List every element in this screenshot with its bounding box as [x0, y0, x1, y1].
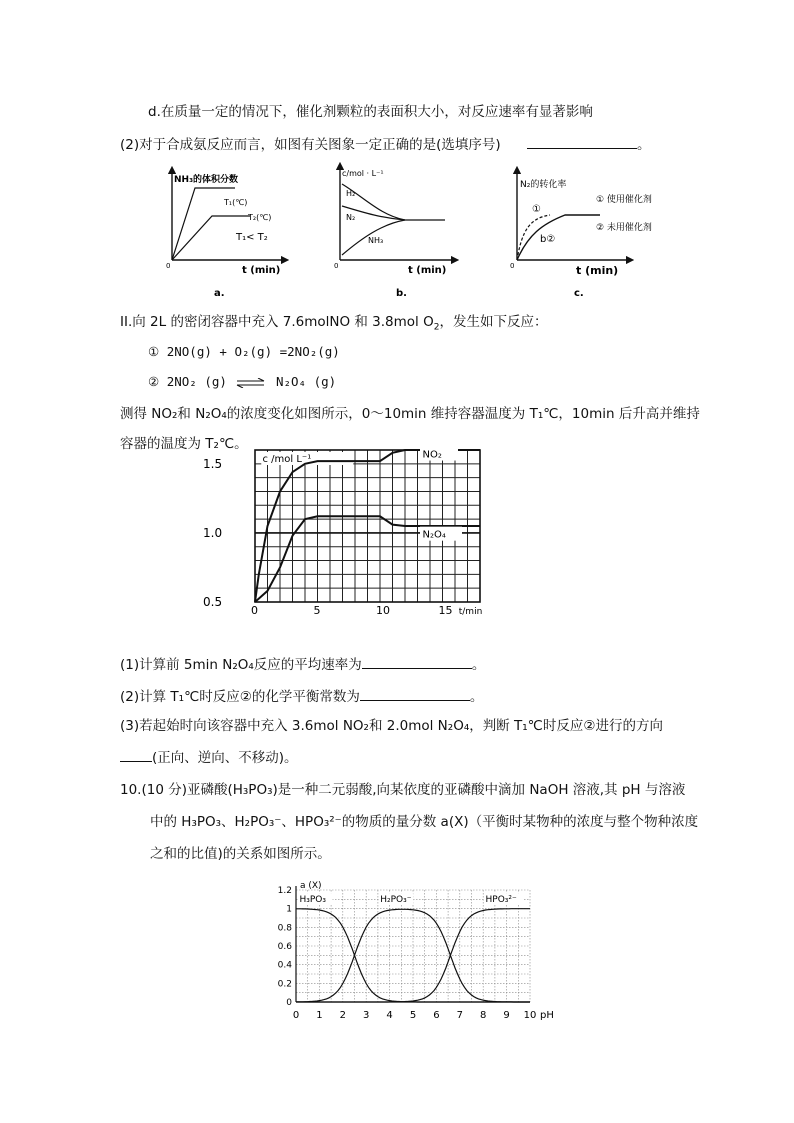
x-tick-label: 5 [313, 604, 321, 617]
concentration-chart [195, 442, 505, 622]
problem-10-line-1: 10.(10 分)亚磷酸(H₃PO₃)是一种二元弱酸,向某依度的亚磷酸中滴加 NaOH 溶液,其 pH 与溶液 [120, 782, 686, 798]
figure-c-marker-2: b② [540, 234, 556, 245]
figure-a-t1: T₁(℃) [224, 198, 248, 207]
figure-b-n2: N₂ [346, 213, 356, 222]
figure-c-legend-2: ② 未用催化剂 [596, 223, 652, 233]
x-tick-label: 3 [363, 1010, 370, 1021]
y-tick-label: 0.5 [203, 595, 223, 609]
x-tick-label: 0 [251, 604, 258, 617]
part-ii-text: II.向 2L 的密闭容器中充入 7.6molNO 和 3.8mol O [120, 314, 434, 330]
sub-question-3b [120, 747, 298, 768]
figure-a-cond: T₁< T₂ [236, 232, 268, 243]
question-2-end: 。 [636, 137, 651, 153]
measure-line-1: 测得 NO₂和 N₂O₄的浓度变化如图所示，0～10min 维持容器温度为 T₁℃，10min 后升高并维持 [120, 406, 700, 422]
y-tick-label: 1.2 [277, 886, 292, 896]
y-tick-label: 0 [286, 998, 292, 1008]
figure-a-caption: a. [214, 288, 225, 299]
legend-2: HPO₃²⁻ [485, 895, 517, 906]
y-axis-label: c /mol L⁻¹ [262, 454, 312, 465]
answer-blank-1[interactable] [362, 654, 472, 669]
sub-question-1-text: (1)计算前 5min N₂O₄反应的平均速率为 [120, 657, 362, 673]
figure-b-ylabel: c/mol · L⁻¹ [342, 169, 384, 178]
x-tick-label: 10 [523, 1010, 537, 1021]
figure-c-ylabel: N₂的转化率 [520, 180, 567, 190]
y-tick-label: 0.6 [277, 942, 292, 952]
x-tick-label: 5 [409, 1010, 417, 1021]
figure-b-caption: b. [396, 288, 407, 299]
sub-question-1 [120, 654, 485, 675]
sub-question-2-end: 。 [469, 689, 484, 705]
part-ii-stem [120, 312, 547, 338]
x-tick-label: 2 [339, 1010, 346, 1021]
figure-a [166, 170, 285, 299]
y-tick-label: 1 [286, 904, 292, 915]
part-ii-sub: 2 [433, 322, 440, 333]
problem-10-line-2: 中的 H₃PO₃、H₂PO₃⁻、HPO₃²⁻的物质的量分数 a(X)（平衡时某物种的浓度与整个物种浓度 [150, 814, 699, 830]
legend-0: H₃PO₃ [299, 895, 327, 906]
y-tick-label: 0.4 [277, 960, 292, 971]
equilibrium-arrow-icon [236, 378, 266, 388]
x-tick-label: 10 [376, 604, 390, 617]
figure-b [334, 166, 455, 299]
x-tick-label: 9 [503, 1010, 510, 1021]
figure-b-nh3: NH₃ [368, 236, 384, 245]
y-axis-label: a (X) [300, 881, 322, 891]
x-axis-label: t/min [458, 607, 483, 617]
figure-a-ylabel: NH₃的体积分数 [174, 175, 239, 185]
x-tick-label: 0 [292, 1010, 300, 1021]
figure-c-xlabel: t (min) [576, 264, 619, 277]
answer-blank-2[interactable] [360, 686, 470, 701]
x-tick-label: 15 [438, 604, 453, 617]
sub-question-1-end: 。 [471, 657, 486, 673]
x-axis-label: pH [540, 1010, 554, 1021]
question-2-stem [120, 134, 650, 155]
question-2-text: (2)对于合成氨反应而言，如图有关图象一定正确的是(选填序号) [120, 137, 501, 153]
x-tick-label: 8 [480, 1010, 487, 1021]
legend-1: H₂PO₃⁻ [380, 895, 412, 906]
option-d: d.在质量一定的情况下，催化剂颗粒的表面积大小，对反应速率有显著影响 [148, 104, 593, 120]
part-ii-end: ，发生如下反应： [439, 314, 548, 330]
figure-c-origin: 0 [510, 262, 515, 270]
figure-a-origin: 0 [166, 262, 171, 270]
figure-b-origin: 0 [334, 262, 339, 270]
x-tick-label: 6 [433, 1010, 440, 1021]
measure-line-2: 容器的温度为 T₂℃。 [120, 436, 248, 452]
sub-question-2 [120, 686, 483, 707]
sub-question-2-text: (2)计算 T₁℃时反应②的化学平衡常数为 [120, 689, 360, 705]
figure-c-marker-1: ① [532, 204, 541, 215]
legend-no2: NO₂ [422, 449, 442, 461]
sub-question-3: (3)若起始时向该容器中充入 3.6mol NO₂和 2.0mol N₂O₄，判断 T₁℃时反应②进行的方向 [120, 718, 663, 734]
x-tick-label: 7 [456, 1010, 463, 1021]
figures-abc [150, 160, 710, 305]
reaction-2 [148, 372, 336, 392]
figure-c-legend-1: ① 使用催化剂 [596, 195, 652, 205]
answer-blank-q2[interactable] [527, 134, 637, 149]
reaction-2-left: ② 2NO₂ (g) [148, 374, 227, 389]
figure-b-h2: H₂ [346, 189, 356, 198]
figure-a-xlabel: t (min) [242, 265, 281, 276]
reaction-2-right: N₂O₄ (g) [276, 374, 337, 389]
problem-10-line-3: 之和的比值)的关系如图所示。 [150, 846, 331, 862]
sub-question-3b-text: (正向、逆向、不移动)。 [152, 750, 298, 766]
figure-c-caption: c. [574, 288, 584, 299]
y-tick-label: 0.2 [277, 979, 292, 990]
distribution-chart [268, 878, 558, 1028]
y-tick-label: 1.5 [203, 456, 223, 471]
y-tick-label: 0.8 [277, 923, 292, 934]
x-tick-label: 1 [316, 1010, 323, 1021]
reaction-1: ① 2NO(g) + O₂(g) =2NO₂(g) [148, 344, 340, 359]
answer-blank-3[interactable] [120, 747, 152, 762]
legend-n2o4: N₂O₄ [422, 529, 446, 541]
figure-c [510, 170, 652, 299]
y-tick-label: 1.0 [203, 525, 223, 540]
x-tick-label: 4 [386, 1010, 393, 1021]
figure-b-xlabel: t (min) [408, 265, 447, 276]
figure-a-t2: T₂(℃) [248, 213, 272, 222]
